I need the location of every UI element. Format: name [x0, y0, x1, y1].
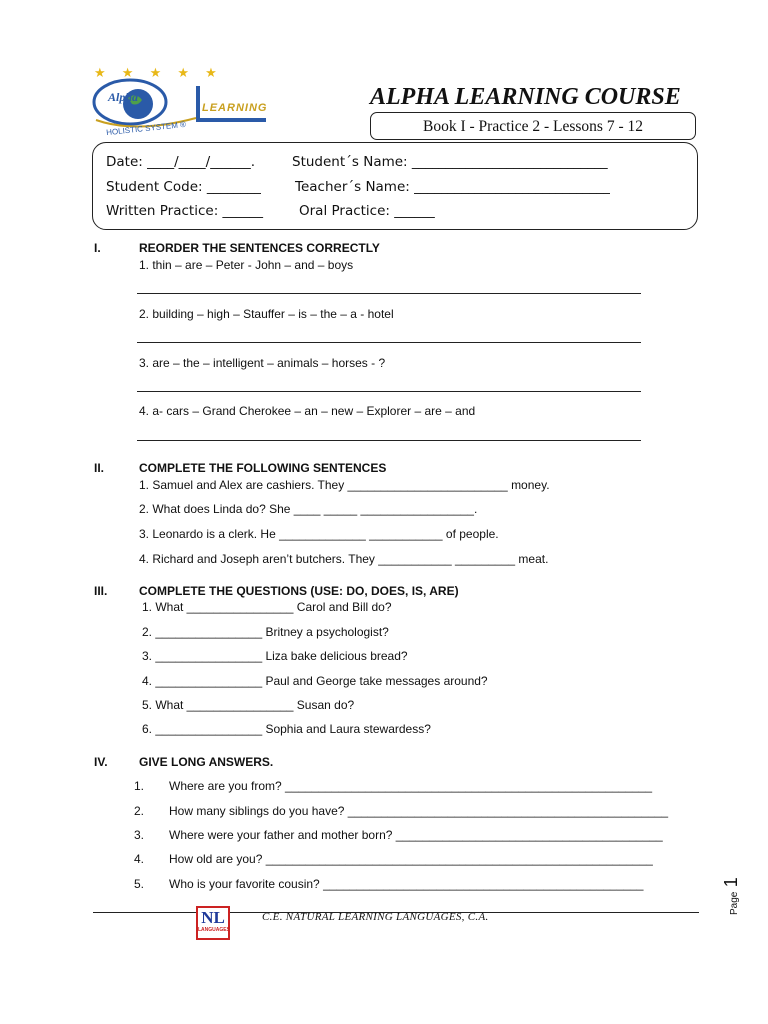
page-number: 1 [721, 877, 741, 888]
s2-item-2: 2. What does Linda do? She ____ _____ _________________. [139, 502, 478, 516]
logo-brand-left: Alpha [108, 90, 139, 104]
s2-item-1: 1. Samuel and Alex are cashiers. They ________________________ money. [139, 478, 550, 492]
s3-item-4: 4. ________________ Paul and George take messages around? [142, 674, 488, 688]
logo-stars: ★ ★ ★ ★ ★ [94, 66, 223, 81]
s4-item-4-question: How old are you? __________________________________________________________ [169, 852, 653, 866]
s3-item-3: 3. ________________ Liza bake delicious bread? [142, 649, 408, 663]
s4-item-5-number: 5. [134, 877, 145, 891]
s4-item-3-question: Where were your father and mother born? ________________________________________ [169, 828, 663, 842]
section-1-number: I. [94, 241, 101, 255]
s4-item-3-number: 3. [134, 828, 145, 842]
logo-tagline: HOLISTIC SYSTEM ® [105, 119, 187, 138]
s1-answer-line-4[interactable] [137, 440, 641, 441]
s2-item-3: 3. Leonardo is a clerk. He _____________ ___________ of people. [139, 527, 499, 541]
s1-item-3: 3. are – the – intelligent – animals – horses - ? [139, 356, 386, 370]
course-title: ALPHA LEARNING COURSE [370, 84, 681, 110]
section-2-title: COMPLETE THE FOLLOWING SENTENCES [139, 461, 387, 475]
s1-answer-line-1[interactable] [137, 293, 641, 294]
teacher-name-field[interactable]: Teacher´s Name: _____________________________ [295, 179, 610, 195]
date-field[interactable]: Date: ____/____/______. [106, 154, 255, 170]
s4-item-2-question: How many siblings do you have? ________________________________________________ [169, 804, 669, 818]
logo-brand-right: LEARNING [202, 102, 268, 114]
s3-item-6: 6. ________________ Sophia and Laura stewardess? [142, 722, 431, 736]
oral-practice-field[interactable]: Oral Practice: ______ [299, 203, 435, 219]
section-3-title: COMPLETE THE QUESTIONS (USE: DO, DOES, IS, ARE) [139, 584, 459, 598]
s3-item-2: 2. ________________ Britney a psychologist? [142, 625, 389, 639]
nl-logo [196, 906, 230, 940]
section-3-number: III. [94, 584, 108, 598]
s1-item-4: 4. a- cars – Grand Cherokee – an – new – Explorer – are – and [139, 404, 476, 418]
section-4-title: GIVE LONG ANSWERS. [139, 755, 274, 769]
s4-item-2-number: 2. [134, 804, 145, 818]
page-word: Page [729, 891, 740, 915]
s3-item-5: 5. What ________________ Susan do? [142, 698, 355, 712]
s4-item-1-question: Where are you from? _______________________________________________________ [169, 779, 653, 793]
s1-answer-line-3[interactable] [137, 391, 641, 392]
section-2-number: II. [94, 461, 105, 475]
s1-answer-line-2[interactable] [137, 342, 641, 343]
section-4-number: IV. [94, 755, 108, 769]
s2-item-4: 4. Richard and Joseph aren’t butchers. They ___________ _________ meat. [139, 552, 549, 566]
student-name-field[interactable]: Student´s Name: _____________________________ [292, 154, 608, 170]
nl-logo-text: NL [201, 908, 225, 927]
footer-company: C.E. NATURAL LEARNING LANGUAGES, C.A. [262, 911, 489, 923]
student-info-box [92, 142, 698, 230]
s1-item-1: 1. thin – are – Peter - John – and – boys [139, 258, 354, 272]
student-code-field[interactable]: Student Code: ________ [106, 179, 261, 195]
s4-item-1-number: 1. [134, 779, 145, 793]
written-practice-field[interactable]: Written Practice: ______ [106, 203, 264, 219]
s1-item-2: 2. building – high – Stauffer – is – the – a - hotel [139, 307, 394, 321]
section-1-title: REORDER THE SENTENCES CORRECTLY [139, 241, 380, 255]
nl-logo-subtext: LANGUAGES [198, 927, 230, 933]
s3-item-1: 1. What ________________ Carol and Bill do? [142, 600, 392, 614]
subtitle-box: Book I - Practice 2 - Lessons 7 - 12 [370, 112, 696, 140]
alpha-learning-logo [88, 66, 268, 146]
s4-item-5-question: Who is your favorite cousin? ________________________________________________ [169, 877, 644, 891]
page-number-label [721, 855, 751, 915]
s4-item-4-number: 4. [134, 852, 145, 866]
